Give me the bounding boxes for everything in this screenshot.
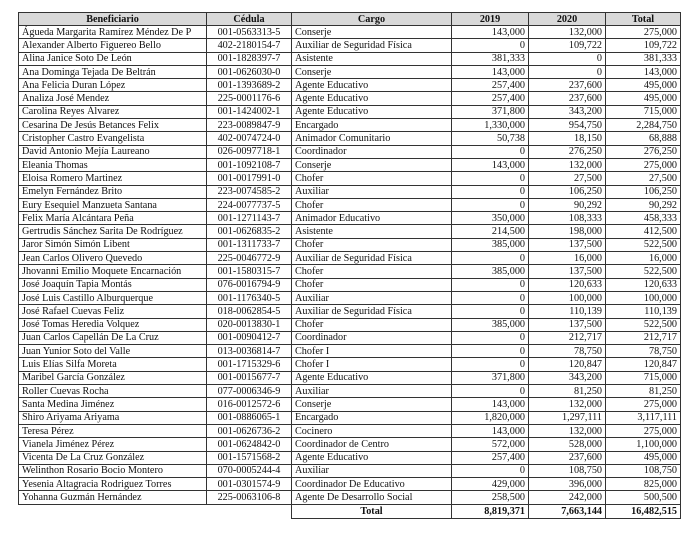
- table-row: [19, 132, 681, 145]
- cell-total: 715,000: [606, 105, 681, 118]
- table-row: [19, 65, 681, 78]
- cell-2020: 78,750: [529, 345, 606, 358]
- cell-2019: 143,000: [452, 158, 529, 171]
- cell-beneficiario: Alexander Alberto Figuereo Bello: [19, 39, 207, 52]
- cell-2019: 1,820,000: [452, 411, 529, 424]
- table-row: [19, 278, 681, 291]
- cell-cargo: Agente Educativo: [292, 105, 452, 118]
- cell-2020: 198,000: [529, 225, 606, 238]
- document-page: [18, 12, 681, 519]
- cell-2019: 214,500: [452, 225, 529, 238]
- cell-2020: 120,847: [529, 358, 606, 371]
- cell-cedula: 077-0006346-9: [207, 385, 292, 398]
- cell-beneficiario: Carolina Reyes Álvarez: [19, 105, 207, 118]
- cell-cedula: 402-2180154-7: [207, 39, 292, 52]
- cell-cargo: Coordinador: [292, 145, 452, 158]
- cell-total: 495,000: [606, 451, 681, 464]
- cell-cedula: 016-0012572-6: [207, 398, 292, 411]
- cell-2020: 137,500: [529, 318, 606, 331]
- table-row: [19, 92, 681, 105]
- cell-2020: 100,000: [529, 291, 606, 304]
- cell-beneficiario: Emelyn Fernández Brito: [19, 185, 207, 198]
- cell-2019: 385,000: [452, 265, 529, 278]
- cell-beneficiario: Águeda Margarita Ramírez Méndez De P: [19, 26, 207, 39]
- cell-2019: 0: [452, 358, 529, 371]
- cell-total: 522,500: [606, 265, 681, 278]
- cell-2019: 385,000: [452, 238, 529, 251]
- cell-cedula: 225-0001176-6: [207, 92, 292, 105]
- header-beneficiario: Beneficiario: [19, 13, 207, 26]
- cell-beneficiario: Jaror Simón Simón Libent: [19, 238, 207, 251]
- cell-cedula: 224-0077737-5: [207, 198, 292, 211]
- cell-beneficiario: Eleania Thomas: [19, 158, 207, 171]
- cell-2020: 108,750: [529, 464, 606, 477]
- cell-2019: 0: [452, 291, 529, 304]
- cell-total: 109,722: [606, 39, 681, 52]
- cell-2020: 343,200: [529, 371, 606, 384]
- table-row: [19, 158, 681, 171]
- cell-beneficiario: Juan Carlos Capellán De La Cruz: [19, 331, 207, 344]
- table-row: [19, 424, 681, 437]
- cell-cargo: Animador Educativo: [292, 212, 452, 225]
- cell-2019: 0: [452, 464, 529, 477]
- cell-cargo: Auxiliar: [292, 291, 452, 304]
- header-2019: 2019: [452, 13, 529, 26]
- cell-total: 522,500: [606, 238, 681, 251]
- cell-beneficiario: Ana Dominga Tejada De Beltrán: [19, 65, 207, 78]
- cell-cargo: Agente Educativo: [292, 79, 452, 92]
- cell-total: 381,333: [606, 52, 681, 65]
- cell-2019: 143,000: [452, 26, 529, 39]
- cell-cedula: 001-0626835-2: [207, 225, 292, 238]
- cell-beneficiario: Yesenia Altagracia Rodriguez Torres: [19, 478, 207, 491]
- cell-2020: 120,633: [529, 278, 606, 291]
- cell-beneficiario: José Rafael Cuevas Feliz: [19, 305, 207, 318]
- table-row: [19, 491, 681, 504]
- cell-total: 3,117,111: [606, 411, 681, 424]
- cell-2019: 0: [452, 278, 529, 291]
- cell-cargo: Chofer: [292, 198, 452, 211]
- cell-2019: 0: [452, 39, 529, 52]
- header-cedula: Cédula: [207, 13, 292, 26]
- cell-cedula: 020-0013830-1: [207, 318, 292, 331]
- cell-2020: 81,250: [529, 385, 606, 398]
- cell-beneficiario: Welinthon Rosario Bocio Montero: [19, 464, 207, 477]
- cell-cargo: Conserje: [292, 158, 452, 171]
- table-row: [19, 52, 681, 65]
- totals-row: [19, 504, 681, 518]
- cell-cargo: Encargado: [292, 119, 452, 132]
- cell-total: 276,250: [606, 145, 681, 158]
- cell-2019: 0: [452, 331, 529, 344]
- header-cargo: Cargo: [292, 13, 452, 26]
- table-row: [19, 39, 681, 52]
- cell-cedula: 001-1571568-2: [207, 451, 292, 464]
- cell-total: 500,500: [606, 491, 681, 504]
- cell-beneficiario: David Antonio Mejía Laureano: [19, 145, 207, 158]
- cell-total: 495,000: [606, 79, 681, 92]
- cell-cedula: 018-0062854-5: [207, 305, 292, 318]
- cell-2019: 257,400: [452, 451, 529, 464]
- cell-2019: 257,400: [452, 92, 529, 105]
- table-row: [19, 291, 681, 304]
- cell-cargo: Chofer I: [292, 358, 452, 371]
- cell-cargo: Chofer: [292, 278, 452, 291]
- cell-beneficiario: Shiro Ariyama Ariyama: [19, 411, 207, 424]
- cell-beneficiario: Eury Esequiel Manzueta Santana: [19, 198, 207, 211]
- cell-total: 522,500: [606, 318, 681, 331]
- table-row: [19, 26, 681, 39]
- cell-beneficiario: Eloisa Romero Martinez: [19, 172, 207, 185]
- cell-cedula: 001-1828397-7: [207, 52, 292, 65]
- cell-beneficiario: Yohanna Guzmán Hernández: [19, 491, 207, 504]
- table-row: [19, 371, 681, 384]
- cell-cedula: 001-1424002-1: [207, 105, 292, 118]
- cell-cedula: 001-0017991-0: [207, 172, 292, 185]
- cell-cedula: 013-0036814-7: [207, 345, 292, 358]
- cell-beneficiario: Jhovanni Emilio Moquete Encarnación: [19, 265, 207, 278]
- cell-2020: 110,139: [529, 305, 606, 318]
- totals-label: Total: [292, 504, 452, 518]
- table-row: [19, 265, 681, 278]
- cell-total: 275,000: [606, 398, 681, 411]
- table-row: [19, 252, 681, 265]
- cell-cargo: Coordinador: [292, 331, 452, 344]
- cell-cargo: Auxiliar: [292, 385, 452, 398]
- cell-2020: 237,600: [529, 451, 606, 464]
- cell-beneficiario: Analiza José Mendez: [19, 92, 207, 105]
- cell-cedula: 001-0624842-0: [207, 438, 292, 451]
- cell-2019: 371,800: [452, 371, 529, 384]
- cell-2020: 237,600: [529, 79, 606, 92]
- cell-cedula: 001-0563313-5: [207, 26, 292, 39]
- cell-cedula: 001-0886065-1: [207, 411, 292, 424]
- table-row: [19, 398, 681, 411]
- cell-beneficiario: Cesarina De Jesús Betances Felix: [19, 119, 207, 132]
- table-row: [19, 411, 681, 424]
- cell-cedula: 001-0090412-7: [207, 331, 292, 344]
- cell-total: 143,000: [606, 65, 681, 78]
- cell-cargo: Auxiliar: [292, 464, 452, 477]
- cell-total: 715,000: [606, 371, 681, 384]
- cell-total: 2,284,750: [606, 119, 681, 132]
- cell-2019: 0: [452, 198, 529, 211]
- table-row: [19, 318, 681, 331]
- cell-cargo: Agente Educativo: [292, 451, 452, 464]
- cell-beneficiario: Vianela Jiménez Pérez: [19, 438, 207, 451]
- cell-2019: 0: [452, 345, 529, 358]
- table-row: [19, 305, 681, 318]
- cell-cedula: 070-0005244-4: [207, 464, 292, 477]
- cell-total: 16,000: [606, 252, 681, 265]
- cell-total: 275,000: [606, 158, 681, 171]
- cell-2020: 528,000: [529, 438, 606, 451]
- table-row: [19, 478, 681, 491]
- cell-cargo: Chofer I: [292, 345, 452, 358]
- cell-total: 275,000: [606, 26, 681, 39]
- cell-cedula: 001-1580315-7: [207, 265, 292, 278]
- cell-total: 27,500: [606, 172, 681, 185]
- table-row: [19, 185, 681, 198]
- header-total: Total: [606, 13, 681, 26]
- cell-2019: 0: [452, 172, 529, 185]
- cell-cargo: Asistente: [292, 52, 452, 65]
- cell-2019: 381,333: [452, 52, 529, 65]
- cell-cedula: 223-0074585-2: [207, 185, 292, 198]
- table-row: [19, 358, 681, 371]
- cell-cedula: 076-0016794-9: [207, 278, 292, 291]
- cell-cargo: Auxiliar de Seguridad Física: [292, 305, 452, 318]
- cell-cargo: Encargado: [292, 411, 452, 424]
- cell-total: 81,250: [606, 385, 681, 398]
- cell-cargo: Chofer: [292, 265, 452, 278]
- cell-cargo: Auxiliar de Seguridad Física: [292, 252, 452, 265]
- cell-2019: 572,000: [452, 438, 529, 451]
- cell-beneficiario: Gertrudis Sánchez Sarita De Rodríguez: [19, 225, 207, 238]
- cell-cargo: Auxiliar: [292, 185, 452, 198]
- cell-2020: 27,500: [529, 172, 606, 185]
- cell-beneficiario: Alina Janice Soto De León: [19, 52, 207, 65]
- cell-2019: 143,000: [452, 65, 529, 78]
- cell-2019: 258,500: [452, 491, 529, 504]
- cell-2020: 132,000: [529, 398, 606, 411]
- cell-2019: 50,738: [452, 132, 529, 145]
- cell-2020: 109,722: [529, 39, 606, 52]
- cell-cargo: Coordinador De Educativo: [292, 478, 452, 491]
- cell-total: 90,292: [606, 198, 681, 211]
- cell-2020: 137,500: [529, 238, 606, 251]
- cell-cargo: Chofer: [292, 172, 452, 185]
- table-row: [19, 145, 681, 158]
- cell-cargo: Agente Educativo: [292, 371, 452, 384]
- cell-beneficiario: José Tomas Heredia Volquez: [19, 318, 207, 331]
- totals-2020: 7,663,144: [529, 504, 606, 518]
- cell-2019: 429,000: [452, 478, 529, 491]
- cell-beneficiario: Teresa Pérez: [19, 424, 207, 437]
- table-body: [19, 26, 681, 505]
- cell-2020: 90,292: [529, 198, 606, 211]
- cell-cedula: 001-1271143-7: [207, 212, 292, 225]
- cell-cedula: 001-0626736-2: [207, 424, 292, 437]
- cell-2020: 108,333: [529, 212, 606, 225]
- cell-2020: 212,717: [529, 331, 606, 344]
- cell-beneficiario: Vicenta De La Cruz González: [19, 451, 207, 464]
- cell-2020: 0: [529, 52, 606, 65]
- cell-total: 495,000: [606, 92, 681, 105]
- cell-2020: 137,500: [529, 265, 606, 278]
- cell-2020: 132,000: [529, 424, 606, 437]
- cell-cedula: 001-1092108-7: [207, 158, 292, 171]
- cell-total: 120,633: [606, 278, 681, 291]
- cell-cedula: 001-1311733-7: [207, 238, 292, 251]
- cell-cargo: Chofer: [292, 238, 452, 251]
- cell-cedula: 001-0301574-9: [207, 478, 292, 491]
- cell-2020: 0: [529, 65, 606, 78]
- cell-beneficiario: José Joaquín Tapia Montás: [19, 278, 207, 291]
- cell-beneficiario: Juan Yunior Soto del Valle: [19, 345, 207, 358]
- cell-cedula: 001-1176340-5: [207, 291, 292, 304]
- table-row: [19, 464, 681, 477]
- cell-total: 212,717: [606, 331, 681, 344]
- cell-beneficiario: Jean Carlos Olivero Quevedo: [19, 252, 207, 265]
- cell-cedula: 001-1393689-2: [207, 79, 292, 92]
- cell-beneficiario: Luis Elías Silfa Moreta: [19, 358, 207, 371]
- cell-cedula: 001-0015677-7: [207, 371, 292, 384]
- cell-cedula: 225-0063106-8: [207, 491, 292, 504]
- cell-2020: 276,250: [529, 145, 606, 158]
- cell-cargo: Agente Educativo: [292, 92, 452, 105]
- cell-2020: 396,000: [529, 478, 606, 491]
- cell-beneficiario: Cristopher Castro Evangelista: [19, 132, 207, 145]
- cell-cargo: Conserje: [292, 398, 452, 411]
- cell-2019: 0: [452, 185, 529, 198]
- beneficiaries-table: [18, 12, 681, 519]
- table-row: [19, 119, 681, 132]
- cell-2019: 0: [452, 252, 529, 265]
- table-row: [19, 451, 681, 464]
- totals-blank: [19, 504, 207, 518]
- cell-cedula: 026-0097718-1: [207, 145, 292, 158]
- table-row: [19, 438, 681, 451]
- cell-2019: 1,330,000: [452, 119, 529, 132]
- cell-total: 412,500: [606, 225, 681, 238]
- table-row: [19, 331, 681, 344]
- cell-total: 108,750: [606, 464, 681, 477]
- cell-total: 458,333: [606, 212, 681, 225]
- cell-total: 275,000: [606, 424, 681, 437]
- cell-cargo: Auxiliar de Seguridad Física: [292, 39, 452, 52]
- table-header-row: [19, 13, 681, 26]
- cell-2020: 16,000: [529, 252, 606, 265]
- totals-2019: 8,819,371: [452, 504, 529, 518]
- cell-2019: 143,000: [452, 398, 529, 411]
- totals-total: 16,482,515: [606, 504, 681, 518]
- cell-2020: 242,000: [529, 491, 606, 504]
- table-row: [19, 172, 681, 185]
- cell-2020: 132,000: [529, 158, 606, 171]
- cell-2019: 0: [452, 145, 529, 158]
- cell-2019: 143,000: [452, 424, 529, 437]
- cell-beneficiario: Ana Felicia Duran López: [19, 79, 207, 92]
- header-2020: 2020: [529, 13, 606, 26]
- cell-total: 1,100,000: [606, 438, 681, 451]
- table-row: [19, 225, 681, 238]
- cell-total: 78,750: [606, 345, 681, 358]
- cell-cargo: Cocinero: [292, 424, 452, 437]
- table-row: [19, 345, 681, 358]
- cell-cedula: 001-1715329-6: [207, 358, 292, 371]
- table-row: [19, 198, 681, 211]
- cell-cargo: Asistente: [292, 225, 452, 238]
- cell-beneficiario: Santa Medina Jiménez: [19, 398, 207, 411]
- cell-cargo: Chofer: [292, 318, 452, 331]
- cell-cargo: Conserje: [292, 65, 452, 78]
- table-row: [19, 105, 681, 118]
- cell-cargo: Coordinador de Centro: [292, 438, 452, 451]
- cell-cedula: 402-0074724-0: [207, 132, 292, 145]
- cell-2020: 106,250: [529, 185, 606, 198]
- table-row: [19, 385, 681, 398]
- cell-2019: 257,400: [452, 79, 529, 92]
- cell-total: 110,139: [606, 305, 681, 318]
- cell-cedula: 001-0626030-0: [207, 65, 292, 78]
- cell-cargo: Agente De Desarrollo Social: [292, 491, 452, 504]
- cell-2020: 1,297,111: [529, 411, 606, 424]
- cell-2019: 371,800: [452, 105, 529, 118]
- cell-cargo: Animador Comunitario: [292, 132, 452, 145]
- cell-beneficiario: Roller Cuevas Rocha: [19, 385, 207, 398]
- cell-2020: 132,000: [529, 26, 606, 39]
- table-row: [19, 212, 681, 225]
- cell-total: 68,888: [606, 132, 681, 145]
- cell-total: 825,000: [606, 478, 681, 491]
- cell-2020: 237,600: [529, 92, 606, 105]
- cell-2020: 954,750: [529, 119, 606, 132]
- cell-2019: 0: [452, 305, 529, 318]
- cell-2019: 350,000: [452, 212, 529, 225]
- cell-beneficiario: Maribel García González: [19, 371, 207, 384]
- cell-2019: 0: [452, 385, 529, 398]
- totals-blank: [207, 504, 292, 518]
- cell-total: 100,000: [606, 291, 681, 304]
- cell-2019: 385,000: [452, 318, 529, 331]
- table-row: [19, 238, 681, 251]
- cell-cedula: 223-0089847-9: [207, 119, 292, 132]
- table-row: [19, 79, 681, 92]
- cell-2020: 18,150: [529, 132, 606, 145]
- cell-2020: 343,200: [529, 105, 606, 118]
- cell-total: 106,250: [606, 185, 681, 198]
- cell-cedula: 225-0046772-9: [207, 252, 292, 265]
- cell-beneficiario: Felix María Alcántara Peña: [19, 212, 207, 225]
- cell-beneficiario: José Luis Castillo Alburquerque: [19, 291, 207, 304]
- cell-cargo: Conserje: [292, 26, 452, 39]
- cell-total: 120,847: [606, 358, 681, 371]
